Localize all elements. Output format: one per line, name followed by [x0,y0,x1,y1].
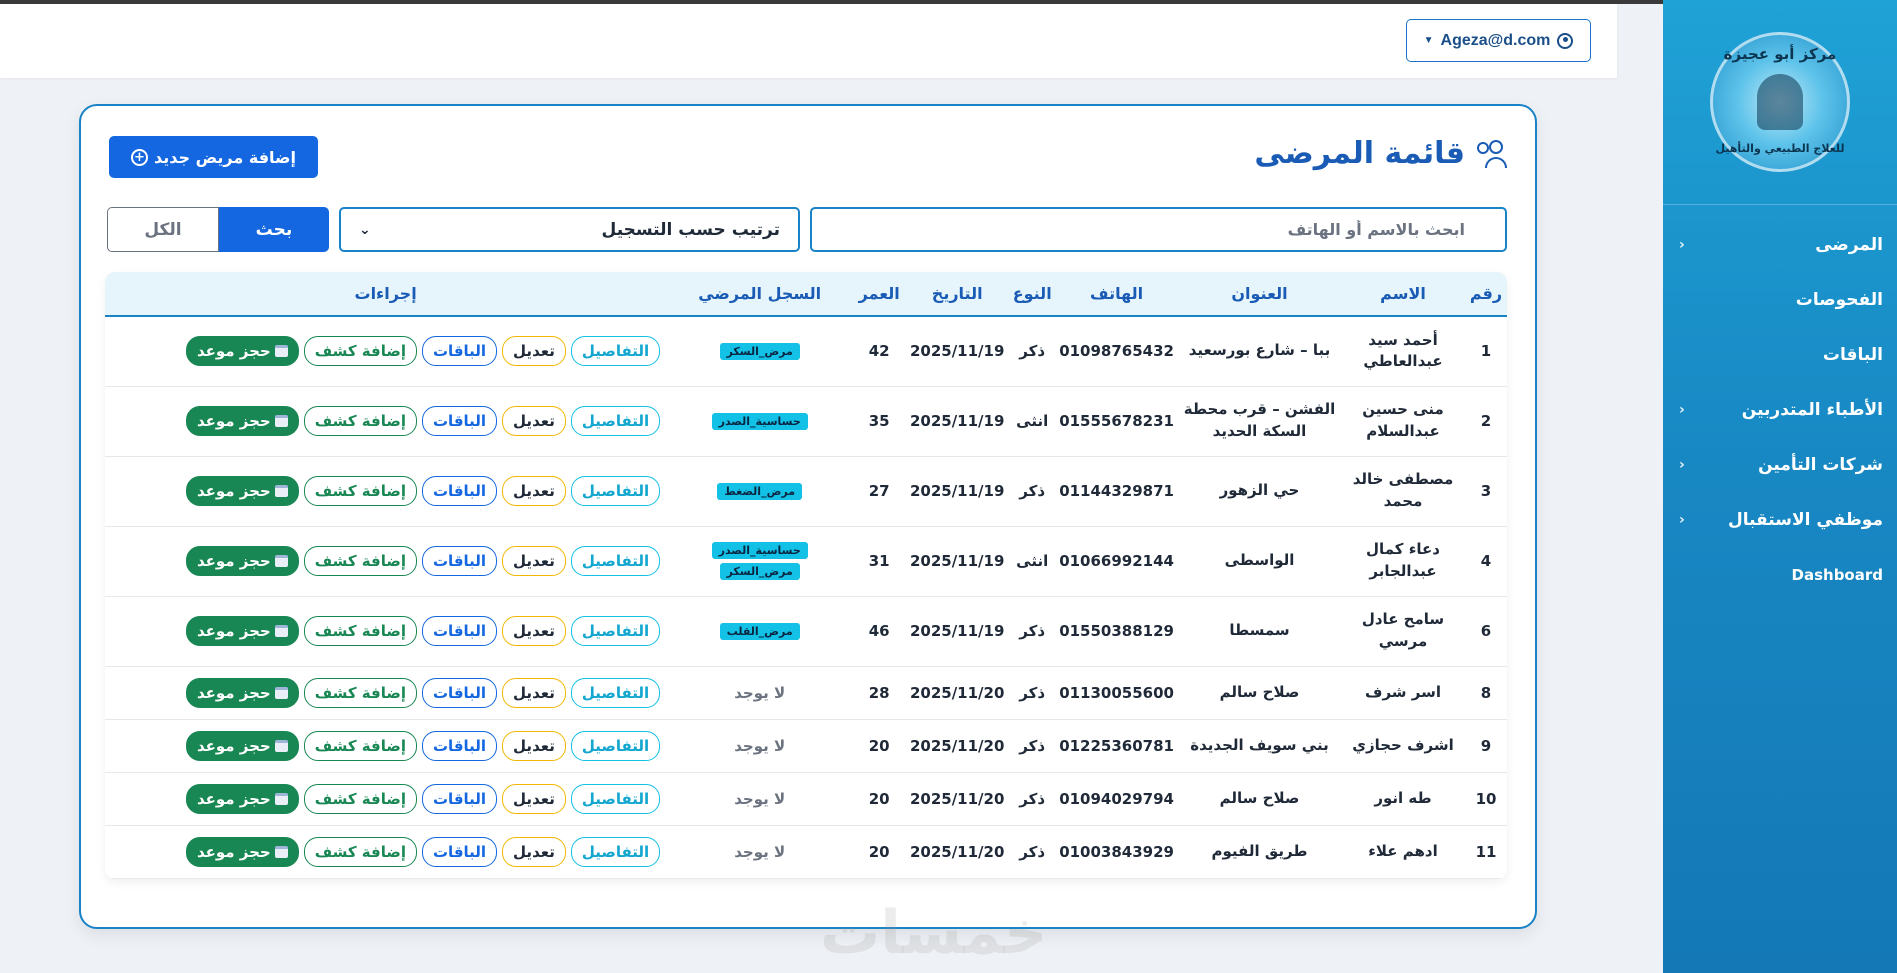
packages-button[interactable] [422,476,497,506]
cell-date: 2025/11/19 [905,456,1009,526]
cell-medical-record [666,456,853,526]
edit-button[interactable] [502,406,566,436]
cell-gender: ذكر [1009,596,1055,666]
cell-medical-record [666,719,853,772]
add-exam-button-label: إضافة كشف [314,412,406,430]
header-number: رقم [1465,272,1507,316]
cell-address: الفشن – قرب محطة السكة الحديد [1178,386,1341,456]
add-exam-button-label: إضافة كشف [314,622,406,640]
cell-name: منى حسين عبدالسلام [1341,386,1465,456]
calendar-icon [275,793,288,805]
book-appointment-button[interactable] [186,336,299,366]
sidebar-item-label: الفحوصات [1795,289,1883,310]
logo-top-text: مركز أبو عجيزة [1723,45,1837,63]
details-button[interactable] [571,678,660,708]
spine-figure-icon [1757,74,1803,130]
cell-age: 46 [853,596,905,666]
page-title-text: قائمة المرضى [1254,136,1465,171]
cell-date: 2025/11/20 [905,719,1009,772]
logo-area [1663,0,1897,205]
table-row [105,666,1507,719]
details-button[interactable] [571,731,660,761]
book-appointment-button[interactable] [186,406,299,436]
cell-number: 10 [1465,772,1507,825]
cell-medical-record [666,596,853,666]
patients-table [105,272,1507,879]
calendar-icon [275,345,288,357]
cell-date: 2025/11/19 [905,316,1009,386]
cell-number: 1 [1465,316,1507,386]
cell-phone: 01094029794 [1055,772,1178,825]
edit-button[interactable] [502,784,566,814]
cell-age: 35 [853,386,905,456]
cell-gender: ذكر [1009,456,1055,526]
cell-name: دعاء كمال عبدالجابر [1341,526,1465,596]
plus-circle-icon: + [131,149,148,166]
watermark: خمسات [820,898,1048,968]
cell-address: الواسطى [1178,526,1341,596]
table-header-row [105,272,1507,316]
details-button-label: التفاصيل [581,482,650,500]
cell-age: 27 [853,456,905,526]
no-record-text: لا يوجد [734,842,786,861]
cell-actions [105,526,666,596]
cell-date: 2025/11/20 [905,666,1009,719]
cell-date: 2025/11/19 [905,596,1009,666]
details-button-label: التفاصيل [581,842,650,861]
cell-actions [105,825,666,878]
add-exam-button[interactable] [304,616,417,646]
details-button-label: التفاصيل [581,789,650,808]
packages-button[interactable] [422,546,497,576]
edit-button-label: تعديل [513,412,555,430]
edit-button[interactable] [502,616,566,646]
add-exam-button-label: إضافة كشف [314,342,406,361]
no-record-text: لا يوجد [734,683,786,702]
packages-button-label: الباقات [432,736,487,755]
record-tag: مرض_السكر [720,563,800,580]
book-appointment-button-label: حجز موعد [196,412,271,430]
sidebar-item-5[interactable] [1663,492,1897,547]
packages-button[interactable] [422,336,497,366]
top-header [0,4,1617,78]
sidebar-item-label: المرضى [1815,234,1883,255]
details-button-label: التفاصيل [581,622,650,640]
cell-actions [105,596,666,666]
add-exam-button[interactable] [304,546,417,576]
calendar-icon [275,687,288,699]
cell-gender: ذكر [1009,316,1055,386]
cell-phone: 01225360781 [1055,719,1178,772]
table-row [105,316,1507,386]
sidebar-nav [1663,205,1897,602]
cell-date: 2025/11/19 [905,386,1009,456]
sidebar-item-1[interactable] [1663,272,1897,327]
cell-name: مصطفى خالد محمد [1341,456,1465,526]
packages-button[interactable] [422,731,497,761]
header-age: العمر [853,272,905,316]
cell-medical-record [666,666,853,719]
chevron-left-icon: ‹ [1679,236,1685,253]
calendar-icon [275,555,288,567]
details-button-label: التفاصيل [581,342,650,361]
cell-name: طه انور [1341,772,1465,825]
edit-button[interactable] [502,546,566,576]
packages-button-label: الباقات [432,842,487,861]
edit-button-label: تعديل [513,683,555,702]
add-exam-button[interactable] [304,784,417,814]
add-exam-button-label: إضافة كشف [314,683,406,702]
cell-number: 11 [1465,825,1507,878]
cell-phone: 01003843929 [1055,825,1178,878]
cell-age: 42 [853,316,905,386]
details-button[interactable] [571,784,660,814]
user-circle-icon [1557,33,1573,49]
chevron-left-icon: ‹ [1679,511,1685,528]
sidebar [1663,0,1897,973]
table-body [105,316,1507,878]
cell-number: 4 [1465,526,1507,596]
search-button[interactable]: بحث [219,207,329,252]
cell-name: أحمد سيد عبدالعاطي [1341,316,1465,386]
sidebar-item-label: الأطباء المتدربين [1741,399,1883,420]
book-appointment-button-label: حجز موعد [196,342,271,361]
edit-button-label: تعديل [513,842,555,861]
book-appointment-button[interactable] [186,616,299,646]
users-icon [1475,140,1507,168]
cell-actions [105,666,666,719]
cell-date: 2025/11/19 [905,526,1009,596]
packages-button-label: الباقات [432,622,487,640]
add-patient-button[interactable] [109,136,318,178]
calendar-icon [275,485,288,497]
cell-phone: 01144329871 [1055,456,1178,526]
sidebar-item-4[interactable] [1663,437,1897,492]
cell-name: اشرف حجازي [1341,719,1465,772]
sidebar-item-label: موظفي الاستقبال [1727,509,1883,530]
patients-card [79,104,1537,929]
book-appointment-button[interactable] [186,731,299,761]
add-exam-button-label: إضافة كشف [314,482,406,500]
cell-phone: 01066992144 [1055,526,1178,596]
packages-button[interactable] [422,406,497,436]
packages-button[interactable] [422,678,497,708]
edit-button-label: تعديل [513,482,555,500]
row-actions [109,476,662,506]
sort-select[interactable] [339,207,800,252]
cell-age: 31 [853,526,905,596]
cell-gender: انثى [1009,386,1055,456]
cell-address: ببا – شارع بورسعيد [1178,316,1341,386]
cell-age: 28 [853,666,905,719]
cell-number: 8 [1465,666,1507,719]
sidebar-item-0[interactable] [1663,217,1897,272]
cell-address: صلاح سالم [1178,666,1341,719]
cell-actions [105,456,666,526]
book-appointment-button[interactable] [186,678,299,708]
cell-address: بني سويف الجديدة [1178,719,1341,772]
sort-select-value: ترتيب حسب التسجيل [601,219,780,240]
show-all-button[interactable]: الكل [107,207,219,252]
add-patient-label: إضافة مريض جديد [154,147,296,167]
add-exam-button[interactable] [304,837,417,867]
cell-address: سمسطا [1178,596,1341,666]
record-tag: مرض_الضغط [717,483,802,500]
cell-address: حي الزهور [1178,456,1341,526]
record-tag: حساسية_الصدر [712,542,808,559]
cell-medical-record [666,772,853,825]
no-record-text: لا يوجد [734,789,786,808]
row-actions [109,336,662,366]
details-button-label: التفاصيل [581,736,650,755]
details-button-label: التفاصيل [581,683,650,702]
table-row [105,825,1507,878]
edit-button[interactable] [502,476,566,506]
calendar-icon [275,625,288,637]
packages-button-label: الباقات [432,789,487,808]
edit-button-label: تعديل [513,552,555,570]
table-row [105,719,1507,772]
cell-number: 2 [1465,386,1507,456]
cell-medical-record [666,386,853,456]
cell-phone: 01555678231 [1055,386,1178,456]
record-tag: حساسية_الصدر [712,413,808,430]
add-exam-button[interactable] [304,678,417,708]
cell-medical-record [666,825,853,878]
cell-phone: 01550388129 [1055,596,1178,666]
cell-number: 3 [1465,456,1507,526]
cell-medical-record [666,316,853,386]
edit-button-label: تعديل [513,789,555,808]
packages-button-label: الباقات [432,683,487,702]
header-name: الاسم [1341,272,1465,316]
cell-name: سامح عادل مرسي [1341,596,1465,666]
cell-age: 20 [853,719,905,772]
header-gender: النوع [1009,272,1055,316]
book-appointment-button-label: حجز موعد [196,622,271,640]
details-button-label: التفاصيل [581,412,650,430]
record-tag: مرض_السكر [720,343,800,360]
table-row [105,596,1507,666]
cell-address: طريق الفيوم [1178,825,1341,878]
table-row [105,526,1507,596]
cell-gender: ذكر [1009,825,1055,878]
row-actions [109,616,662,646]
no-record-text: لا يوجد [734,736,786,755]
cell-gender: انثى [1009,526,1055,596]
caret-down-icon: ▼ [1423,35,1434,46]
add-exam-button[interactable] [304,476,417,506]
table-row [105,386,1507,456]
book-appointment-button[interactable] [186,784,299,814]
add-exam-button-label: إضافة كشف [314,789,406,808]
cell-actions [105,316,666,386]
cell-actions [105,719,666,772]
center-logo [1710,32,1850,172]
header-phone: الهاتف [1055,272,1178,316]
packages-button-label: الباقات [432,552,487,570]
add-exam-button-label: إضافة كشف [314,842,406,861]
row-actions [109,678,662,708]
chevron-left-icon: ‹ [1679,456,1685,473]
add-exam-button[interactable] [304,406,417,436]
sidebar-item-3[interactable] [1663,382,1897,437]
user-email: Ageza@d.com [1440,31,1551,49]
details-button-label: التفاصيل [581,552,650,570]
header-medical-record: السجل المرضي [666,272,853,316]
cell-date: 2025/11/20 [905,825,1009,878]
book-appointment-button[interactable] [186,546,299,576]
details-button[interactable] [571,336,660,366]
book-appointment-button-label: حجز موعد [196,683,271,702]
sidebar-item-label: شركات التأمين [1758,454,1883,475]
chevron-left-icon: ‹ [1679,401,1685,418]
logo-bottom-text: للعلاج الطبيعي والتأهيل [1715,142,1845,155]
calendar-icon [275,846,288,858]
cell-actions [105,386,666,456]
book-appointment-button[interactable] [186,837,299,867]
row-actions [109,837,662,867]
cell-number: 9 [1465,719,1507,772]
sidebar-item-label: Dashboard [1791,565,1883,584]
page-title [1254,136,1507,171]
sidebar-item-label: الباقات [1822,344,1883,365]
edit-button[interactable] [502,731,566,761]
cell-gender: ذكر [1009,666,1055,719]
cell-age: 20 [853,825,905,878]
cell-gender: ذكر [1009,719,1055,772]
filter-bar [105,207,1507,252]
cell-number: 6 [1465,596,1507,666]
packages-button-label: الباقات [432,482,487,500]
cell-age: 20 [853,772,905,825]
add-exam-button-label: إضافة كشف [314,736,406,755]
cell-medical-record [666,526,853,596]
edit-button[interactable] [502,678,566,708]
table-row [105,772,1507,825]
packages-button[interactable] [422,837,497,867]
book-appointment-button-label: حجز موعد [196,789,271,808]
add-exam-button-label: إضافة كشف [314,552,406,570]
cell-date: 2025/11/20 [905,772,1009,825]
cell-phone: 01098765432 [1055,316,1178,386]
row-actions [109,406,662,436]
calendar-icon [275,740,288,752]
cell-phone: 01130055600 [1055,666,1178,719]
cell-gender: ذكر [1009,772,1055,825]
patients-table-wrap [105,272,1507,879]
details-button[interactable] [571,476,660,506]
edit-button[interactable] [502,336,566,366]
record-tag: مرض_القلب [720,623,800,640]
row-actions [109,784,662,814]
edit-button-label: تعديل [513,736,555,755]
packages-button-label: الباقات [432,412,487,430]
row-actions [109,546,662,576]
edit-button-label: تعديل [513,622,555,640]
calendar-icon [275,415,288,427]
details-button[interactable] [571,837,660,867]
sidebar-item-6[interactable] [1663,547,1897,602]
packages-button[interactable] [422,784,497,814]
header-date: التاريخ [905,272,1009,316]
book-appointment-button-label: حجز موعد [196,552,271,570]
book-appointment-button[interactable] [186,476,299,506]
cell-name: اسر شرف [1341,666,1465,719]
packages-button-label: الباقات [432,342,487,361]
chevron-down-icon: ⌄ [359,221,371,238]
header-actions: إجراءات [105,272,666,316]
sidebar-item-2[interactable] [1663,327,1897,382]
user-menu-button[interactable] [1406,19,1591,62]
book-appointment-button-label: حجز موعد [196,842,271,861]
row-actions [109,731,662,761]
cell-address: صلاح سالم [1178,772,1341,825]
search-input[interactable] [810,207,1507,252]
edit-button-label: تعديل [513,342,555,361]
book-appointment-button-label: حجز موعد [196,482,271,500]
add-exam-button[interactable] [304,731,417,761]
edit-button[interactable] [502,837,566,867]
packages-button[interactable] [422,616,497,646]
cell-actions [105,772,666,825]
table-row [105,456,1507,526]
header-address: العنوان [1178,272,1341,316]
book-appointment-button-label: حجز موعد [196,736,271,755]
add-exam-button[interactable] [304,336,417,366]
details-button[interactable] [571,406,660,436]
details-button[interactable] [571,546,660,576]
cell-name: ادهم علاء [1341,825,1465,878]
details-button[interactable] [571,616,660,646]
